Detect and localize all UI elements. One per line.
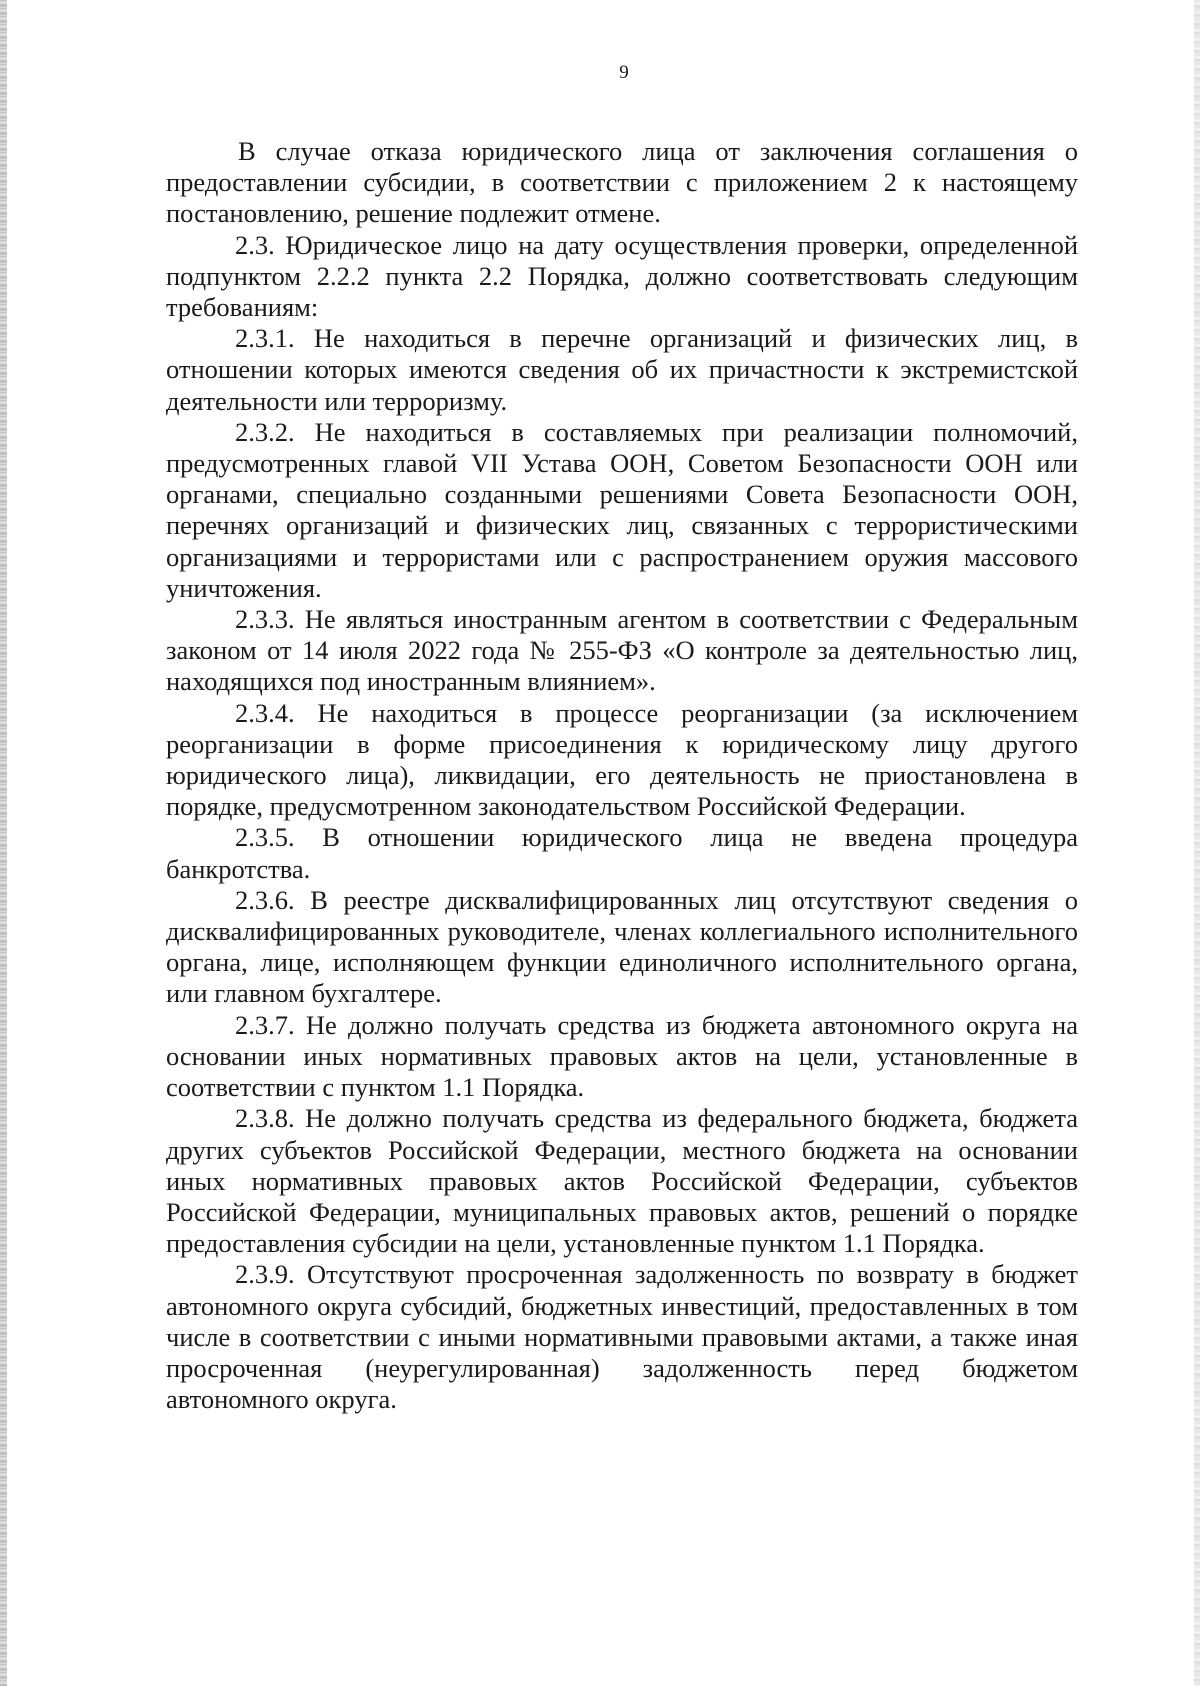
paragraph-2-3-6: 2.3.6. В реестре дисквалифицированных лиц отсутствуют сведения о дисквалифицированных руководителе, членах коллегиального исполнительного органа, лице, исполняющем функции единоличного исполнительного органа, или главном бухгалтере.: [166, 884, 1078, 1009]
paragraph-2-3-8: 2.3.8. Не должно получать средства из федерального бюджета, бюджета других субъектов Российской Федерации, местного бюджета на основании иных нормативных правовых актов Российской Федерации, субъектов Российской Федерации, муниципальных правовых актов, решений о порядке предоставления субсидии на цели, установленные пунктом 1.1 Порядка.: [166, 1103, 1078, 1259]
paragraph-2-3-2: 2.3.2. Не находиться в составляемых при реализации полномочий, предусмотренных главой VII Устава ООН, Советом Безопасности ООН или органами, специально созданными решениями Совета Безопасности ООН, перечнях организаций и физических лиц, связанных с террористическими организациями и террористами или с распространением оружия массового уничтожения.: [166, 416, 1078, 603]
paragraph-2-3-5: 2.3.5. В отношении юридического лица не введена процедура банкротства.: [166, 822, 1078, 884]
paragraph-2-3-3: 2.3.3. Не являться иностранным агентом в соответствии с Федеральным законом от 14 июля 2022 года № 255-ФЗ «О контроле за деятельностью лиц, находящихся под иностранным влиянием».: [166, 604, 1078, 697]
scan-edge-right: [1194, 0, 1200, 1686]
document-body: [166, 136, 1078, 1415]
paragraph-2-3-4: 2.3.4. Не находиться в процессе реорганизации (за исключением реорганизации в форме присоединения к юридическому лицу другого юридического лица), ликвидации, его деятельность не приостановлена в порядке, предусмотренном законодательством Российской Федерации.: [166, 697, 1078, 822]
paragraph-2-3-1: 2.3.1. Не находиться в перечне организаций и физических лиц, в отношении которых имеются сведения об их причастности к экстремистской деятельности или терроризму.: [166, 323, 1078, 416]
paragraph-2-3-9: 2.3.9. Отсутствуют просроченная задолженность по возврату в бюджет автономного округа субсидий, бюджетных инвестиций, предоставленных в том числе в соответствии с иными нормативными правовыми актами, а также иная просроченная (неурегулированная) задолженность перед бюджетом автономного округа.: [166, 1259, 1078, 1415]
scan-edge-left: [0, 0, 7, 1686]
paragraph-2-3-7: 2.3.7. Не должно получать средства из бюджета автономного округа на основании иных нормативных правовых актов на цели, установленные в соответствии с пунктом 1.1 Порядка.: [166, 1009, 1078, 1103]
page-number: 9: [619, 62, 629, 83]
paragraph-refusal: В случае отказа юридического лица от заключения соглашения о предоставлении субсидии, в соответствии с приложением 2 к настоящему постановлению, решение подлежит отмене.: [166, 136, 1078, 229]
paragraph-2-3: 2.3. Юридическое лицо на дату осуществления проверки, определенной подпунктом 2.2.2 пункта 2.2 Порядка, должно соответствовать следующим требованиям:: [166, 229, 1078, 323]
